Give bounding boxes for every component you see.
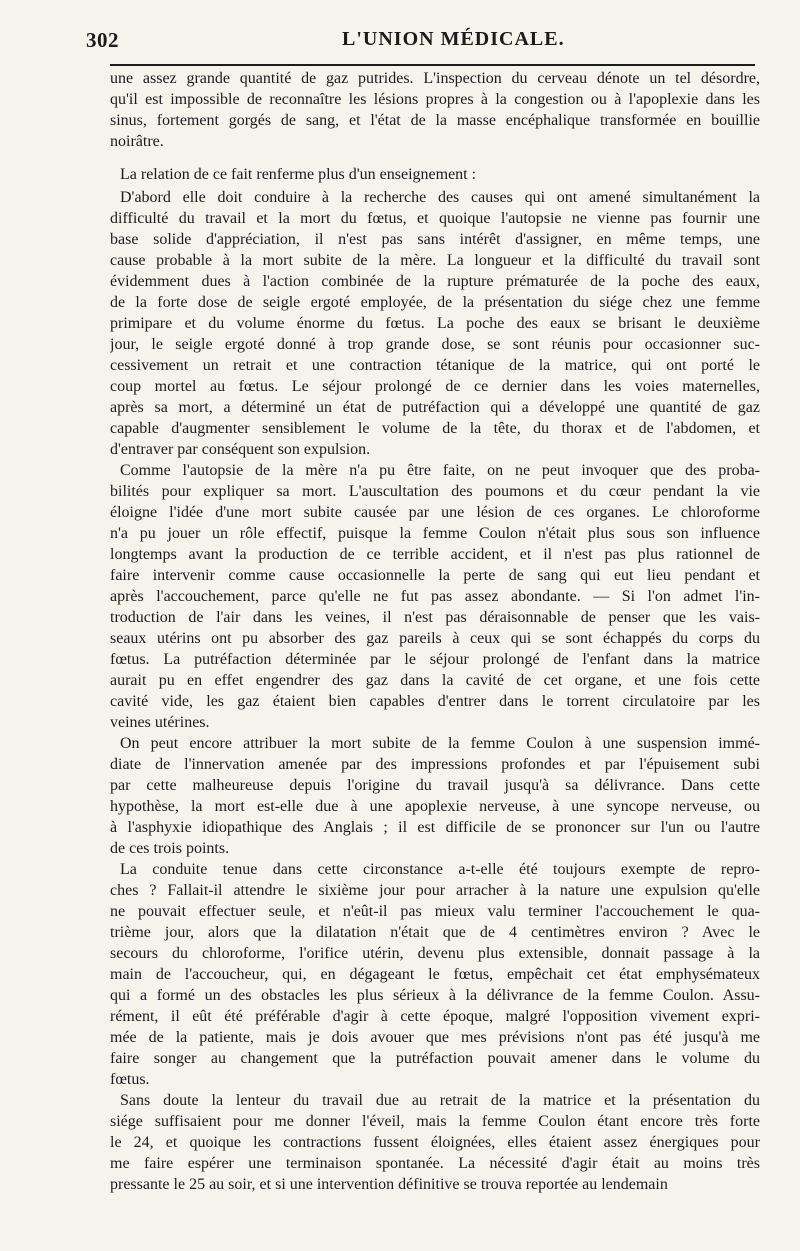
text-line: après l'accouchement, parce qu'elle ne fut pas assez abondante. — Si l'on admet l'in- — [110, 588, 760, 605]
text-line: à l'asphyxie idiopathique des Anglais ; il est difficile de se prononcer sur l'un ou l'autre — [110, 819, 760, 836]
text-line: diate de l'innervation amenée par des impressions profondes et par l'épuisement subi — [110, 756, 760, 773]
text-line: siége suffisaient pour me donner l'éveil, mais la femme Coulon étant encore très forte — [110, 1113, 760, 1130]
text-line: trième jour, alors que la dilatation n'était que de 4 centimètres environ ? Avec le — [110, 924, 760, 941]
text-line: fœtus. — [110, 1071, 150, 1088]
text-line: troduction de l'air dans les veines, il n'est pas déraisonnable de penser que les vais- — [110, 609, 760, 626]
text-line: une assez grande quantité de gaz putrides. L'inspection du cerveau dénote un tel désordre, — [110, 70, 760, 87]
text-line: évidemment dues à l'action combinée de la rupture prématurée de la poche des eaux, — [110, 273, 760, 290]
text-line: d'entraver par conséquent son expulsion. — [110, 441, 371, 458]
text-line: coup mortel au fœtus. Le séjour prolongé de ce dernier dans les voies maternelles, — [110, 378, 760, 395]
text-line: sinus, fortement gorgés de sang, et l'état de la masse encéphalique transformée en bouillie — [110, 112, 760, 129]
text-line: capable d'augmenter sensiblement le volume de la tête, du thorax et de l'abdomen, et — [110, 420, 760, 437]
text-line: D'abord elle doit conduire à la recherche des causes qui ont amené simultanément la — [120, 189, 760, 206]
text-line: éloigne l'idée d'une mort subite causée par une lésion de ces organes. Le chloroforme — [110, 504, 760, 521]
text-line: par cette malheureuse depuis l'origine du travail jusqu'à sa délivrance. Dans cette — [110, 777, 760, 794]
paragraph — [110, 68, 760, 152]
text-line: qu'il est impossible de reconnaître les lésions propres à la congestion ou à l'apoplexie dans les — [110, 91, 760, 108]
text-line: le 24, et quoique les contractions fussent éloignées, elles étaient assez énergiques pour — [110, 1134, 760, 1151]
paragraph — [110, 460, 760, 733]
paragraph — [110, 1090, 760, 1195]
text-line: primipare et du volume énorme du fœtus. La poche des eaux se brisant le deuxième — [110, 315, 760, 332]
text-line: mée de la patiente, mais je dois avouer que mes prévisions n'ont pas été jusqu'à me — [110, 1029, 760, 1046]
paragraph — [110, 733, 760, 859]
text-line: faire intervenir comme cause occasionnelle la perte de sang qui eut lieu pendant et — [110, 567, 760, 584]
text-line: cessivement un retrait et une contraction tétanique de la matrice, qui ont porté le — [110, 357, 760, 374]
text-line: jour, le seigle ergoté donné à trop grande dose, se sont réunis pour occasionner suc- — [110, 336, 760, 353]
text-line: La relation de ce fait renferme plus d'un enseignement : — [120, 166, 477, 183]
text-line: noirâtre. — [110, 133, 164, 150]
running-title: L'UNION MÉDICALE. — [342, 28, 565, 50]
text-line: La conduite tenue dans cette circonstance a-t-elle été toujours exempte de repro- — [120, 861, 760, 878]
text-line: faire songer au changement que la putréfaction pouvait amener dans le volume du — [110, 1050, 760, 1067]
text-line: qui a formé un des obstacles les plus sérieux à la délivrance de la femme Coulon. Assu- — [110, 987, 760, 1004]
text-line: me faire espérer une terminaison spontanée. La nécessité d'agir était au moins très — [110, 1155, 760, 1172]
text-line: cause probable à la mort subite de la mère. La longueur et la difficulté du travail sont — [110, 252, 760, 269]
text-line: difficulté du travail et la mort du fœtus, et quoique l'autopsie ne vienne pas fournir une — [110, 210, 760, 227]
text-line: pressante le 25 au soir, et si une intervention définitive se trouva reportée au lendemain — [110, 1176, 668, 1193]
text-line: après sa mort, a déterminé un état de putréfaction qui a développé une quantité de gaz — [110, 399, 760, 416]
text-line: n'a pu jouer un rôle effectif, puisque la femme Coulon n'était plus sous son influence — [110, 525, 760, 542]
text-line: veines utérines. — [110, 714, 210, 731]
paragraph — [110, 187, 760, 460]
paragraph — [110, 164, 760, 185]
paragraph-gap — [110, 152, 760, 164]
body-text — [110, 68, 760, 1195]
header-rule — [110, 64, 755, 66]
text-line: main de l'accoucheur, qui, en dégageant le fœtus, empêchait cet état emphysémateux — [110, 966, 760, 983]
text-line: de ces trois points. — [110, 840, 230, 857]
text-line: aurait pu en effet engendrer des gaz dans la cavité de cet organe, et une fois cette — [110, 672, 760, 689]
text-line: secours du chloroforme, l'orifice utérin, devenu plus extensible, donnait passage à la — [110, 945, 760, 962]
text-line: ches ? Fallait-il attendre le sixième jour pour arracher à la nature une expulsion qu'elle — [110, 882, 760, 899]
text-line: ne pouvait effectuer seule, et n'eût-il pas mieux valu terminer l'accouchement le qua- — [110, 903, 760, 920]
text-line: fœtus. La putréfaction déterminée par le séjour prolongé de l'enfant dans la matrice — [110, 651, 760, 668]
text-line: bilités pour expliquer sa mort. L'auscultation des poumons et du cœur pendant la vie — [110, 483, 760, 500]
text-line: Sans doute la lenteur du travail due au retrait de la matrice et la présentation du — [120, 1092, 760, 1109]
text-line: seaux utérins ont pu absorber des gaz pareils à ceux qui se sont échappés du corps du — [110, 630, 760, 647]
text-line: cavité vide, les gaz étaient bien capables d'entrer dans le torrent circulatoire par les — [110, 693, 760, 710]
text-line: rément, il eût été préférable d'agir à cette époque, malgré l'opposition vivement expri- — [110, 1008, 760, 1025]
text-line: longtemps avant la production de ce terrible accident, et il n'est pas plus rationnel de — [110, 546, 760, 563]
text-line: de la forte dose de seigle ergoté employée, de la présentation du siége chez une femme — [110, 294, 760, 311]
text-line: On peut encore attribuer la mort subite de la femme Coulon à une suspension immé- — [120, 735, 760, 752]
page-header — [86, 28, 766, 60]
text-line: base solide d'appréciation, il n'est pas sans intérêt d'assigner, en même temps, une — [110, 231, 760, 248]
text-line: Comme l'autopsie de la mère n'a pu être faite, on ne peut invoquer que des proba- — [120, 462, 760, 479]
page-number: 302 — [86, 28, 119, 52]
paragraph — [110, 859, 760, 1090]
text-line: hypothèse, la mort est-elle due à une apoplexie nerveuse, à une syncope nerveuse, ou — [110, 798, 760, 815]
